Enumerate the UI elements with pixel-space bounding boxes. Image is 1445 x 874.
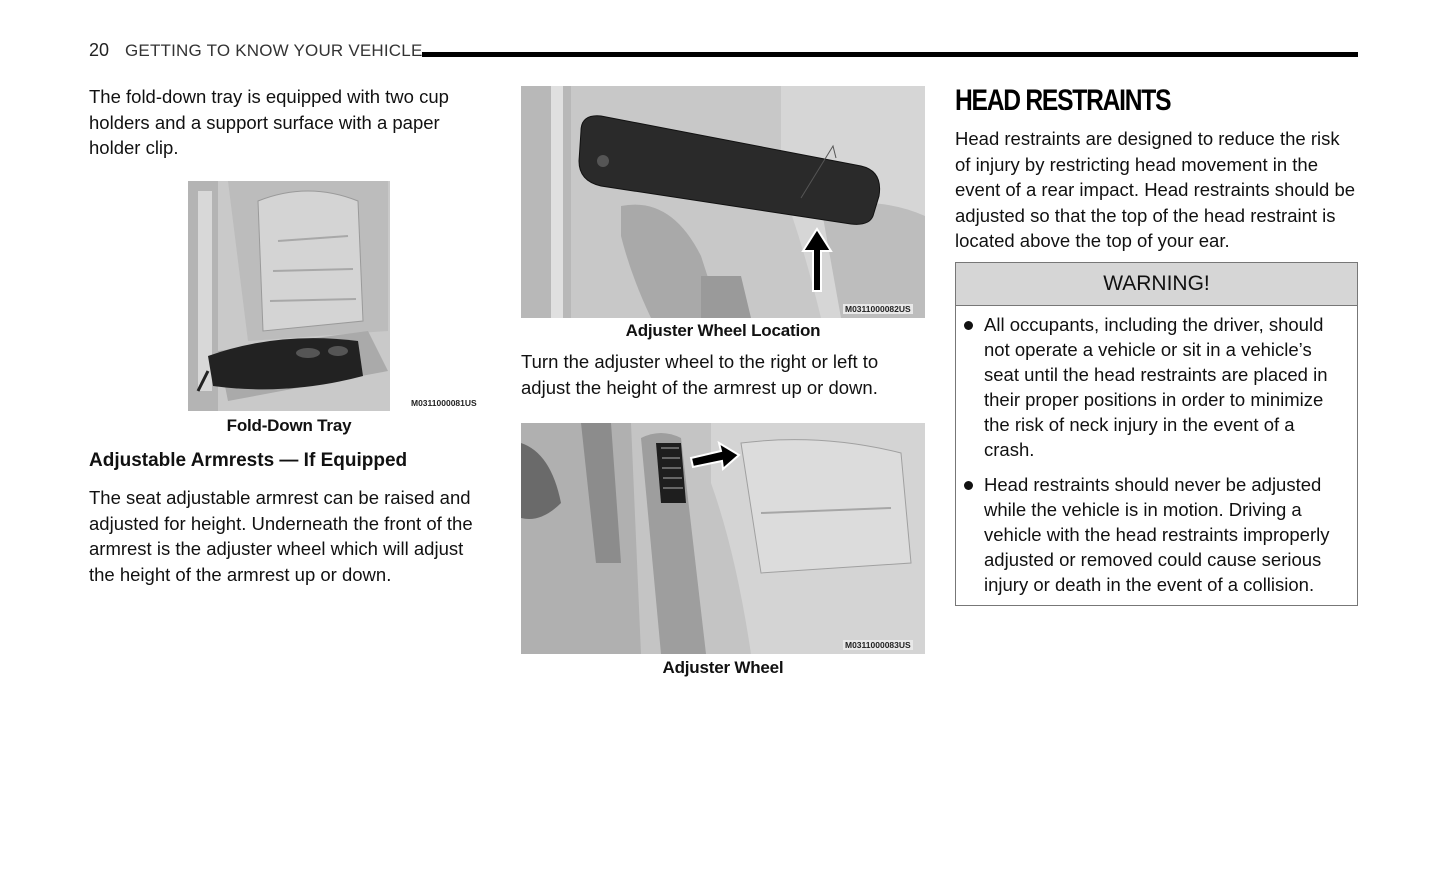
figure3-code: M0311000083US	[845, 640, 911, 650]
warning-box	[955, 262, 1358, 606]
warning-item	[964, 472, 1347, 597]
adjuster-wheel-figure	[521, 423, 925, 654]
warning-title: WARNING!	[956, 263, 1357, 306]
adjuster-wheel-location-illustration	[521, 86, 925, 318]
warning-item-text: All occupants, including the driver, should not operate a vehicle or sit in a vehicle’s seat until the head restraints are placed in their proper positions in order to minimize the risk of neck injury in the event of a crash.	[984, 314, 1328, 460]
head-restraints-heading: HEAD RESTRAINTS	[955, 84, 1171, 117]
figure1-caption: Fold-Down Tray	[226, 416, 352, 435]
bullet-icon	[964, 321, 973, 330]
fold-down-tray-text: The fold-down tray is equipped with two cup holders and a support surface with a paper holder clip.	[89, 86, 449, 158]
warning-item	[964, 312, 1347, 462]
right-column	[955, 84, 1358, 595]
fold-down-tray-illustration	[188, 181, 390, 411]
figure2-code: M0311000082US	[845, 304, 911, 314]
left-column	[89, 84, 494, 585]
page-number: 20	[89, 40, 110, 60]
section-title: GETTING TO KNOW YOUR VEHICLE	[125, 41, 423, 60]
adjuster-wheel-illustration	[521, 423, 925, 654]
bullet-icon	[964, 481, 973, 490]
head-restraints-text: Head restraints are designed to reduce the risk of injury by restricting head movement in the event of a rear impact. Head restraints should be adjusted so that the top of the head restraint is located above the top of your ear.	[955, 128, 1356, 251]
armrests-subheading: Adjustable Armrests — If Equipped	[89, 450, 408, 471]
header-rule	[422, 52, 1358, 57]
warning-list	[956, 306, 1357, 605]
armrest-text: The seat adjustable armrest can be raised and adjusted for height. Underneath the front of the armrest is the adjuster wheel which will adjust the height of the armrest up or down.	[89, 487, 473, 585]
figure2-caption: Adjuster Wheel Location	[625, 321, 821, 340]
figure3-caption: Adjuster Wheel	[662, 658, 784, 677]
warning-item-text: Head restraints should never be adjusted while the vehicle is in motion. Driving a vehicle with the head restraints improperly adjusted or removed could cause serious injury or death in the event of a collision.	[984, 474, 1330, 595]
figure1-code: M0311000081US	[411, 398, 477, 408]
adjuster-wheel-location-figure	[521, 86, 925, 318]
adjust-wheel-text: Turn the adjuster wheel to the right or left to adjust the height of the armrest up or down.	[521, 351, 879, 398]
fold-down-tray-figure	[188, 181, 390, 411]
page-header	[89, 38, 1359, 64]
